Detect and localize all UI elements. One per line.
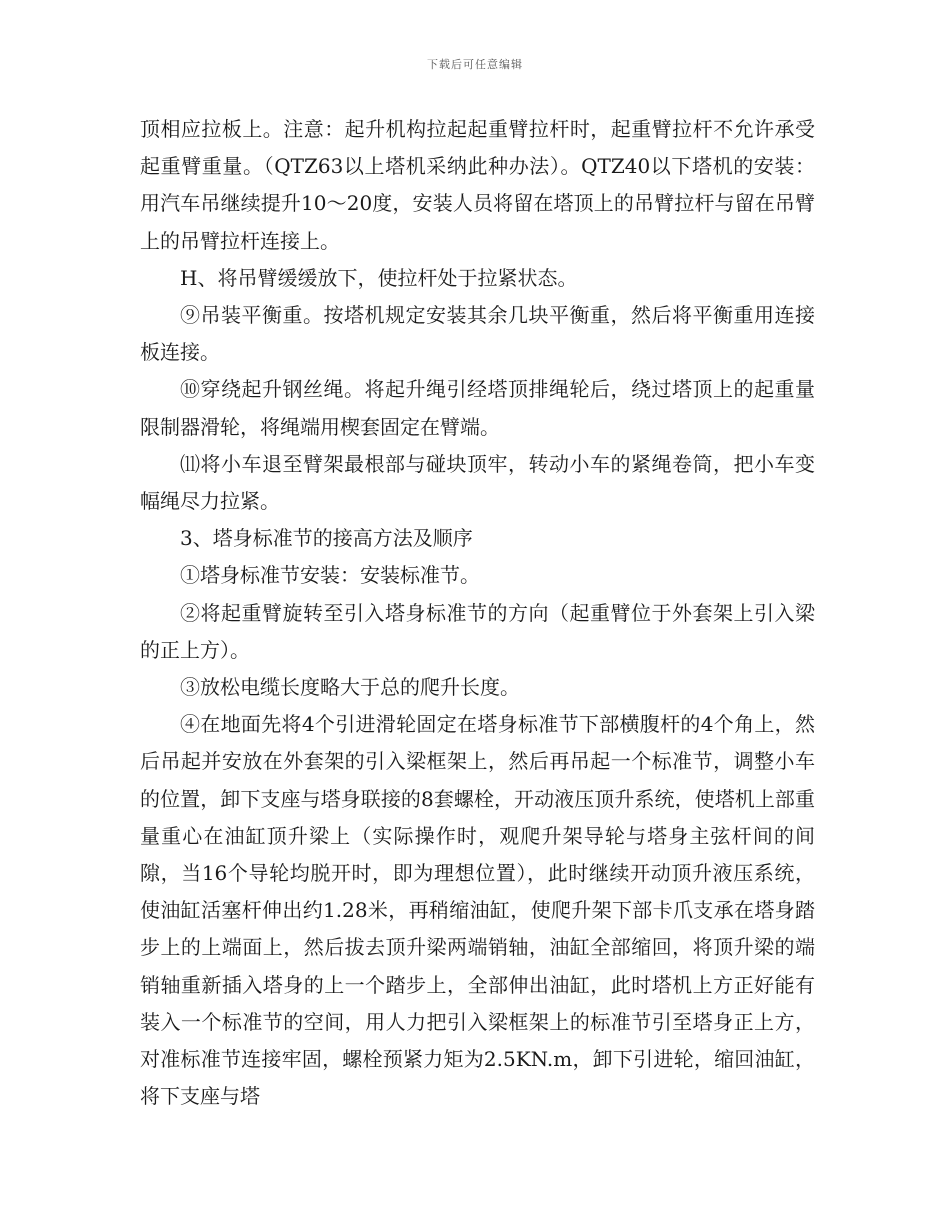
paragraph: 顶相应拉板上。注意：起升机构拉起起重臂拉杆时，起重臂拉杆不允许承受起重臂重量。（QTZ63以上塔机采纳此种办法）。QTZ40以下塔机的安装：用汽车吊继续提升10～20度，安装人员将留在塔顶上的吊臂拉杆与留在吊臂上的吊臂拉杆连接上。 — [140, 117, 815, 253]
document-body — [140, 111, 815, 1115]
paragraph: ⑾将小车退至臂架最根部与碰块顶牢，转动小车的紧绳卷筒，把小车变幅绳尽力拉紧。 — [140, 451, 815, 514]
paragraph: ③放松电缆长度略大于总的爬升长度。 — [180, 675, 520, 700]
page-header: 下载后可任意编辑 — [427, 58, 523, 71]
section-heading: 3、塔身标准节的接高方法及顺序 — [180, 526, 473, 551]
paragraph: ⑩穿绕起升钢丝绳。将起升绳引经塔顶排绳轮后，绕过塔顶上的起重量限制器滑轮，将绳端用楔套固定在臂端。 — [140, 377, 815, 439]
paragraph: ②将起重臂旋转至引入塔身标准节的方向（起重臂位于外套架上引入梁的正上方）。 — [140, 600, 815, 662]
paragraph: ④在地面先将4个引进滑轮固定在塔身标准节下部横腹杆的4个角上，然后吊起并安放在外套架的引入梁框架上，然后再吊起一个标准节，调整小车的位置，卸下支座与塔身联接的8套螺栓，开动液压顶升系统，使塔机上部重量重心在油缸顶升梁上（实际操作时，观爬升架导轮与塔身主弦杆间的间隙，当16个导轮均脱开时，即为理想位置），此时继续开动顶升液压系统，使油缸活塞杆伸出约1.28米，再稍缩油缸，使爬升架下部卡爪支承在塔身踏步上的上端面上，然后拔去顶升梁两端销轴，油缸全部缩回，将顶升梁的端销轴重新插入塔身的上一个踏步上，全部伸出油缸，此时塔机上方正好能有装入一个标准节的空间，用人力把引入梁框架上的标准节引至塔身正上方，对准标准节连接牢固，螺栓预紧力矩为2.5KN.m，卸下引进轮，缩回油缸，将下支座与塔 — [140, 712, 815, 1109]
paragraph: ⑨吊装平衡重。按塔机规定安装其余几块平衡重，然后将平衡重用连接板连接。 — [140, 303, 815, 365]
paragraph: ①塔身标准节安装：安装标准节。 — [180, 563, 480, 588]
paragraph: H、将吊臂缓缓放下，使拉杆处于拉紧状态。 — [180, 265, 578, 290]
